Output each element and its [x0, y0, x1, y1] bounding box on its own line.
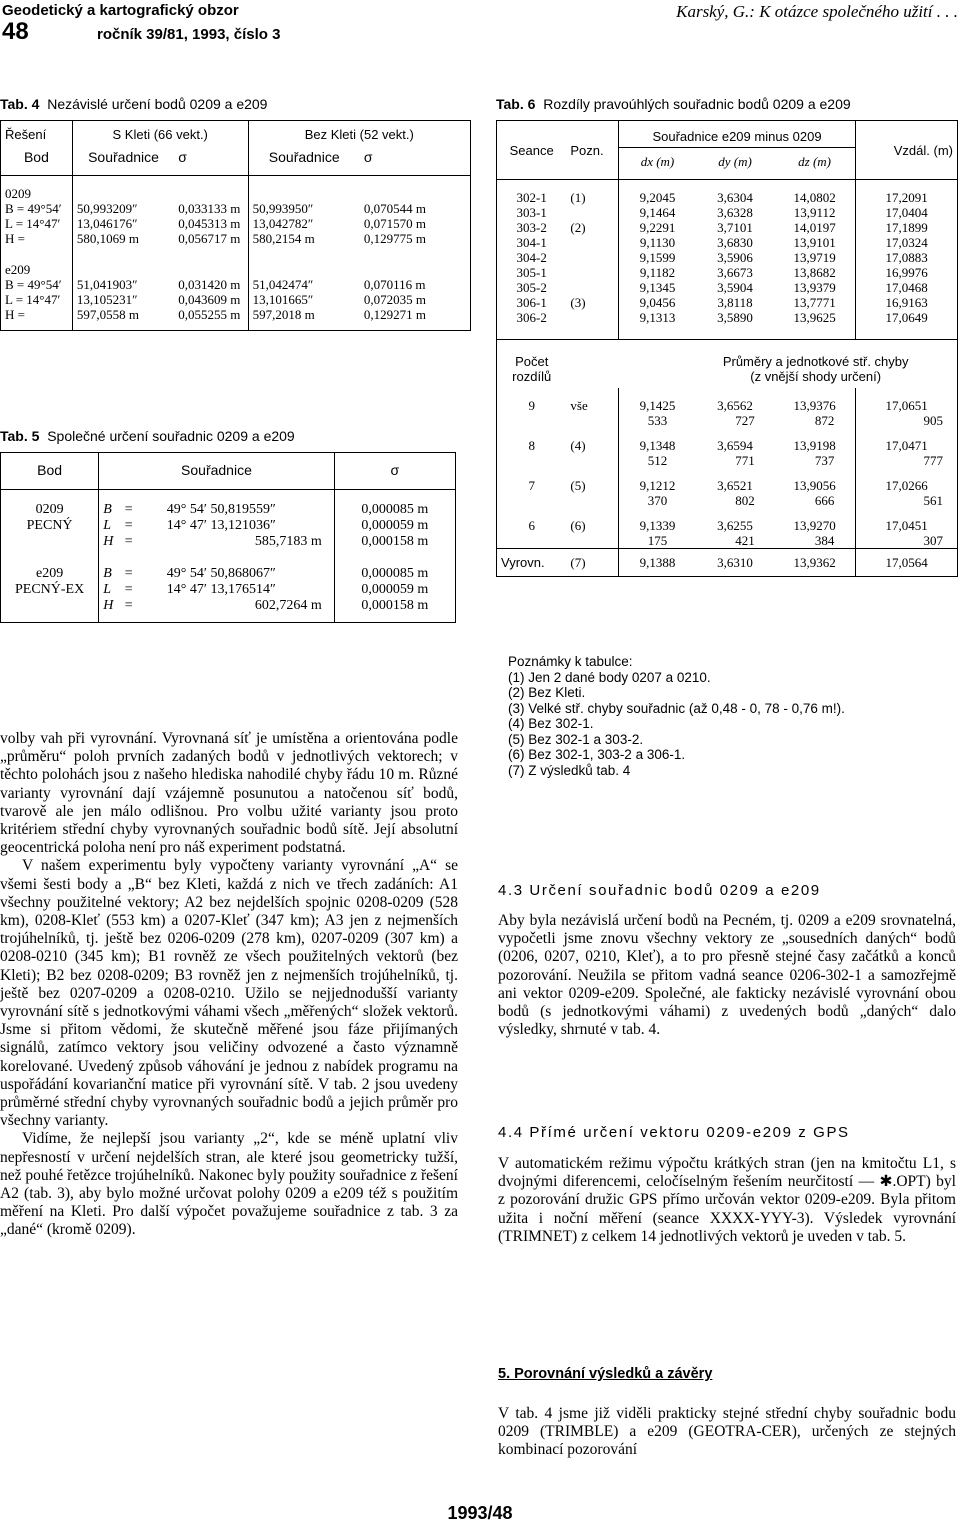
tab6-pocet: Vyrovn. — [501, 555, 545, 570]
section-4-3-title: 4.3 Určení souřadnic bodů 0209 a e209 — [498, 882, 821, 899]
tab5-eq: = — [124, 517, 133, 533]
tab6-h-dy: dy (m) — [718, 154, 752, 169]
tab6-pozn: (5) — [570, 478, 586, 493]
volume-info: ročník 39/81, 1993, číslo 3 — [97, 26, 281, 43]
tab5-caption-text: Společné určení souřadnic 0209 a e209 — [47, 428, 295, 444]
tab6-h-pocet-1: Počet — [515, 354, 549, 369]
tab4-row-label: H = — [5, 307, 25, 322]
tab4-cell: 0,071570 m — [363, 216, 426, 231]
tab4-caption-text: Nezávislé určení bodů 0209 a e209 — [47, 96, 268, 112]
tab6-dy: 3,6304 — [717, 190, 753, 205]
notes-title: Poznámky k tabulce: — [508, 654, 633, 669]
tab5-sig: 0,000085 m — [334, 566, 455, 582]
tab6-caption-text: Rozdíly pravoúhlých souřadnic bodů 0209 a e209 — [543, 96, 851, 112]
tab5-bod: 0209 — [35, 501, 64, 517]
tab6-seance: 305-2 — [516, 280, 547, 295]
tab5-row — [1, 566, 456, 582]
tab6-dy: 3,6521 — [717, 478, 753, 493]
note-item: (7) Z výsledků tab. 4 — [508, 762, 631, 778]
tab4-row — [1, 277, 471, 292]
tab6-dx-error: 175 — [618, 533, 696, 549]
tab6-seance: 302-1 — [516, 190, 547, 205]
tab4-h-bez-kleti: Bez Kleti (52 vekt.) — [248, 121, 470, 143]
tab6-avg-error-row — [497, 453, 958, 468]
tab6-vzdal: 17,0468 — [856, 280, 958, 295]
tab4-row-label: B = 49°54′ — [5, 277, 62, 292]
tab6-dy: 3,6830 — [717, 235, 753, 250]
tab5-sym: H — [99, 598, 121, 623]
tab4-row — [1, 307, 471, 331]
note-item: (5) Bez 302-1 a 303-2. — [508, 731, 644, 747]
tab6-dx: 9,1182 — [618, 265, 696, 280]
tab4-cell: 597,0558 m — [72, 307, 174, 331]
tab6-avg-row — [497, 428, 958, 453]
table-notes — [508, 654, 948, 778]
tab6-dy-error: 802 — [735, 493, 755, 508]
tab4-table — [0, 120, 471, 331]
tab4-h-souradnice-1: Souřadnice — [72, 142, 174, 176]
tab6-pozn: (7) — [570, 555, 586, 570]
tab6-vzdal: 17,0649 — [856, 310, 958, 340]
tab5-eq: = — [124, 597, 133, 613]
tab4-h-sigma-2: σ — [363, 149, 373, 165]
tab5-sig: 0,000085 m — [334, 502, 455, 518]
tab6-dy: 3,6255 — [717, 518, 753, 533]
tab4-cell: 0,129775 m — [363, 231, 426, 246]
tab6-h-seance: Seance — [509, 142, 554, 158]
tab5-h-sigma: σ — [334, 453, 455, 490]
tab6-dz: 13,9270 — [793, 518, 836, 533]
tab4-cell: 13,105231″ — [72, 292, 174, 307]
tab6-h-prumery-1: Průměry a jednotkové stř. chyby — [722, 354, 909, 369]
tab6-dz: 13,9362 — [793, 555, 836, 570]
tab6-seance: 303-2 — [516, 220, 547, 235]
tab5-val: 49° 54′ 50,868067″ — [166, 565, 276, 581]
tab6-row — [497, 250, 958, 265]
tab4-cell: 0,045313 m — [178, 216, 241, 231]
tab6-dz: 13,9376 — [793, 398, 836, 413]
tab6-row — [497, 235, 958, 250]
tab5-bod: PECNÝ-EX — [14, 581, 85, 597]
tab4-h-souradnice-2: Souřadnice — [248, 142, 360, 176]
tab6-dy: 3,7101 — [717, 220, 753, 235]
tab5-label: Tab. 5 — [0, 428, 40, 444]
tab6-row — [497, 220, 958, 235]
tab6-pozn: (6) — [570, 518, 586, 533]
tab5-caption — [0, 428, 295, 444]
paragraph: Vidíme, že nejlepší jsou varianty „2“, kde se méně uplatní vliv nepřesností v určení nejdelších stran, ale které jsou geometricky tužší, než pouhé řetězce trojúhelníků. Nakonec byly použity souřadnice z řešení A2 (tab. 3), aby bylo možné určovat polohy 0209 a e209 též s použitím měření na Kleti. Pro další výpočet považujeme souřadnice z tab. 3 za „dané“ (kromě 0209). — [0, 1130, 458, 1239]
tab4-cell: 13,042782″ — [248, 216, 360, 231]
tab4-cell: 13,101665″ — [248, 292, 360, 307]
tab5-row — [1, 582, 456, 598]
tab6-dx: 9,2291 — [618, 220, 696, 235]
tab6-row — [497, 310, 958, 340]
tab4-row-label: H = — [5, 231, 25, 246]
tab6-h-group: Souřadnice e209 minus 0209 — [618, 121, 855, 148]
tab6-pozn: (4) — [570, 438, 586, 453]
tab6-dx: 9,1345 — [618, 280, 696, 295]
tab6-dx: 9,1599 — [618, 250, 696, 265]
tab6-seance: 304-1 — [516, 235, 547, 250]
tab4-row-label: L = 14°47′ — [5, 216, 61, 231]
tab4-cell: 0,056717 m — [178, 231, 241, 246]
tab4-h-s-kleti: S Kleti (66 vekt.) — [72, 121, 248, 143]
tab6-dy: 3,6673 — [717, 265, 753, 280]
tab5-h-bod: Bod — [37, 462, 63, 478]
tab5-val: 14° 47′ 13,176514″ — [166, 581, 276, 597]
tab5-val: 602,7264 m — [254, 597, 322, 613]
note-item: (3) Velké stř. chyby souřadnic (až 0,48 - 0, 78 - 0,76 m!). — [508, 700, 845, 716]
body-left-column — [0, 730, 458, 1240]
tab6-h-dz: dz (m) — [798, 154, 832, 169]
note-item: (2) Bez Kleti. — [508, 685, 586, 700]
tab6-dz: 13,9112 — [793, 205, 836, 220]
tab6-pocet: 9 — [528, 398, 535, 413]
note-item: (4) Bez 302-1. — [508, 716, 594, 731]
tab6-vzdal-error: 777 — [856, 453, 958, 468]
tab6-dz: 13,8682 — [793, 265, 836, 280]
tab6-avg-error-row — [497, 413, 958, 428]
tab6-dy-error: 771 — [735, 453, 755, 468]
section-4-4-text: V automatickém režimu výpočtu krátkých stran (jen na kmitočtu L1, s dvojnými diferencemi, celočíselným řešením neurčitostí — ✱.OPT) byl z pozorování družic GPS přímo určován vektor 0209-e209. Byla přitom užita i noční měření (seance XXXX-YYY-3). Výsledek vyrovnání (TRIMNET) z celkem 14 jednotlivých vektorů je uveden v tab. 5. — [498, 1155, 956, 1245]
tab6-dx: 9,2045 — [618, 180, 696, 206]
tab6-seance: 305-1 — [516, 265, 547, 280]
tab4-h-sigma-1: σ — [178, 149, 187, 165]
section-4-3-text: Aby byla nezávislá určení bodů na Pecném, tj. 0209 a e209 srovnatelná, vypočetli jsme znovu všechny vektory ze „sousedních daných“ bodů (0206, 0207, 0210, Kleť), a to pro přesně stejné časy začátků a konců pozorování. Neužila se přitom vadná seance 0206-302-1 a samozřejmě ani vektor 0209-e209. Společné, ale fakticky nezávislé vyrovnání obou bodů (s jednotkovými váhami) z uvedených bodů „daných“ dalo výsledky, shrnuté v tab. 4. — [498, 912, 956, 1039]
tab6-dy-error: 421 — [735, 533, 755, 548]
tab5-sig: 0,000158 m — [334, 598, 455, 623]
tab6-pozn: (3) — [570, 295, 586, 310]
tab6-row — [497, 180, 958, 206]
section-4-4-title: 4.4 Přímé určení vektoru 0209-e209 z GPS — [498, 1124, 850, 1141]
tab6-dx: 9,1425 — [618, 388, 696, 413]
tab4-cell: 0,031420 m — [178, 277, 241, 292]
tab6-vzdal: 17,0883 — [856, 250, 958, 265]
tab4-h-reseni: Řešení — [5, 127, 47, 142]
tab6-dx: 9,1464 — [618, 205, 696, 220]
section-5-text: V tab. 4 jsme již viděli prakticky stejné střední chyby souřadnic bodu 0209 (TRIMBLE) a e209 (GEOTRA-CER), určených ze stejných kombinací pozorování — [498, 1405, 956, 1459]
page-number: 48 — [2, 18, 29, 45]
tab6-label: Tab. 6 — [496, 96, 536, 112]
tab6-vzdal: 17,1899 — [856, 220, 958, 235]
tab6-vzdal: 16,9976 — [856, 265, 958, 280]
tab4-cell: 0,043609 m — [178, 292, 241, 307]
tab6-vzdal: 17,0651 — [856, 388, 958, 413]
running-title: Karský, G.: K otázce společného užití . . . — [676, 2, 958, 21]
tab6-dx-error: 533 — [618, 413, 696, 428]
tab6-pocet: 7 — [528, 478, 535, 493]
tab6-vzdal-error: 307 — [856, 533, 958, 549]
tab6-avg-row — [497, 508, 958, 533]
tab5-sym: H — [99, 534, 121, 550]
tab4-row-label: L = 14°47′ — [5, 292, 61, 307]
section-5-title: 5. Porovnání výsledků a závěry — [498, 1366, 713, 1382]
tab4-cell: 0,129271 m — [363, 307, 426, 322]
tab6-dz-error: 872 — [814, 413, 835, 428]
tab5-bod: PECNÝ — [26, 517, 73, 533]
tab4-cell: 0,072035 m — [363, 292, 426, 307]
tab6-dz: 13,9719 — [793, 250, 836, 265]
tab4-cell: 51,041903″ — [72, 277, 174, 292]
tab6-row — [497, 265, 958, 280]
tab4-bod: 0209 — [5, 186, 31, 201]
tab6-dz-error: 666 — [814, 493, 835, 508]
tab5-eq: = — [124, 501, 133, 517]
tab6-seance: 306-2 — [516, 310, 547, 325]
tab6-h-dx: dx (m) — [618, 148, 696, 180]
tab6-dy: 3,6310 — [717, 555, 753, 570]
tab6-dy-error: 727 — [735, 413, 755, 428]
tab6-dx: 9,1130 — [618, 235, 696, 250]
tab4-cell: 0,070116 m — [363, 277, 426, 292]
tab6-vzdal: 17,0451 — [856, 508, 958, 533]
tab4-cell: 0,033133 m — [178, 201, 241, 216]
tab4-label: Tab. 4 — [0, 96, 40, 112]
tab6-row — [497, 295, 958, 310]
tab6-dy: 3,5890 — [717, 310, 753, 325]
tab6-vzdal: 16,9163 — [856, 295, 958, 310]
tab6-h-prumery-2: (z vnější shody určení) — [750, 369, 882, 384]
tab6-dy: 3,8118 — [717, 295, 753, 310]
tab6-dz: 13,9625 — [793, 310, 836, 325]
tab6-dz-error: 737 — [814, 453, 835, 468]
tab6-seance: 306-1 — [516, 295, 547, 310]
tab5-sym: B — [99, 566, 121, 582]
tab6-pozn: (1) — [570, 190, 586, 205]
tab5-row — [1, 534, 456, 550]
tab6-dx: 9,1348 — [618, 428, 696, 453]
tab4-row — [1, 201, 471, 216]
tab4-cell: 597,2018 m — [248, 307, 360, 331]
tab4-row — [1, 216, 471, 231]
tab6-h-pozn: Pozn. — [570, 142, 604, 158]
tab6-vzdal: 17,0404 — [856, 205, 958, 220]
tab6-row — [497, 280, 958, 295]
tab6-pozn — [566, 235, 618, 250]
tab4-cell: 0,055255 m — [178, 307, 241, 322]
tab4-cell: 580,2154 m — [248, 231, 360, 246]
note-item: (1) Jen 2 dané body 0207 a 0210. — [508, 669, 711, 685]
tab6-dz: 13,9101 — [793, 235, 836, 250]
tab6-row — [497, 205, 958, 220]
tab6-vzdal: 17,0324 — [856, 235, 958, 250]
tab6-h-prumery — [618, 340, 957, 389]
tab5-sig: 0,000059 m — [334, 518, 455, 534]
tab4-h-bod: Bod — [23, 149, 49, 165]
tab6-dz: 13,9379 — [793, 280, 836, 295]
tab4-row-label: B = 49°54′ — [5, 201, 62, 216]
journal-title: Geodetický a kartografický obzor — [2, 2, 239, 19]
tab6-caption — [496, 96, 851, 112]
tab6-dz: 13,9198 — [793, 438, 836, 453]
tab5-bod: e209 — [35, 565, 64, 581]
tab5-eq: = — [124, 565, 133, 581]
tab6-dy: 3,6328 — [717, 205, 753, 220]
tab6-dz: 13,9056 — [793, 478, 836, 493]
tab6-dx-error: 370 — [618, 493, 696, 508]
tab6-dz: 13,7771 — [793, 295, 836, 310]
tab6-avg-error-row — [497, 493, 958, 508]
tab6-avg-error-row — [497, 533, 958, 549]
tab6-vzdal: 17,0471 — [856, 428, 958, 453]
tab5-val: 14° 47′ 13,121036″ — [166, 517, 276, 533]
tab6-pozn: vše — [570, 398, 588, 413]
tab6-dz: 14,0802 — [793, 190, 836, 205]
tab6-pozn — [566, 250, 618, 265]
tab5-sym: B — [99, 502, 121, 518]
tab5-row — [1, 502, 456, 518]
tab4-cell: 50,993209″ — [72, 201, 174, 216]
tab5-sym: L — [99, 518, 121, 534]
tab6-pozn — [566, 205, 618, 220]
journal-header — [2, 2, 462, 45]
tab6-dx: 9,1313 — [618, 310, 696, 340]
tab6-h-vzdal: Vzdál. (m) — [856, 121, 958, 180]
tab4-cell: 51,042474″ — [248, 277, 360, 292]
tab6-dz: 14,0197 — [793, 220, 836, 235]
tab6-pozn: (2) — [570, 220, 586, 235]
tab6-h-pocet — [497, 340, 567, 389]
tab6-dx: 9,1212 — [618, 468, 696, 493]
tab6-seance: 304-2 — [516, 250, 547, 265]
paragraph: volby vah při vyrovnání. Vyrovnaná síť je umístěna a orientována podle „průměru“ poloh prvních zadaných bodů v jednotlivých vektorech; v těchto polohách jsou z našeho hlediska nahodilé chyby řádu 10 m. Různé varianty vyrovnání dají vzájemně posunutou a natočenou síť bodů, tvarově ale jen málo odlišnou. Pro volbu užité varianty jsou proto kritériem střední chyby vyrovnaných souřadnic bodů sítě. Její absolutní geocentrická poloha není pro náš experiment podstatná. — [0, 730, 458, 857]
tab5-eq: = — [124, 533, 133, 549]
tab4-cell: 13,046176″ — [72, 216, 174, 231]
tab5-row — [1, 598, 456, 623]
tab6-dy: 3,6594 — [717, 438, 753, 453]
tab6-vzdal: 17,0266 — [856, 468, 958, 493]
page-footer: 1993/48 — [447, 1503, 513, 1523]
tab4-cell: 0,070544 m — [363, 201, 426, 216]
tab6-pozn — [566, 310, 618, 340]
tab4-bod: e209 — [5, 262, 31, 277]
tab5-eq: = — [124, 581, 133, 597]
tab6-seance: 303-1 — [516, 205, 547, 220]
tab6-table — [496, 120, 958, 577]
tab6-dx: 9,1388 — [618, 549, 696, 577]
tab6-pocet: 8 — [528, 438, 535, 453]
tab6-h-pocet-2: rozdílů — [512, 369, 552, 384]
tab6-dy: 3,5906 — [717, 250, 753, 265]
tab4-row — [1, 231, 471, 246]
tab5-row — [1, 518, 456, 534]
tab6-dx: 9,0456 — [618, 295, 696, 310]
tab6-dz-error: 384 — [814, 533, 835, 548]
tab6-avg-row — [497, 468, 958, 493]
tab6-vyrovn-row — [497, 549, 958, 577]
tab4-cell: 580,1069 m — [72, 231, 174, 246]
tab6-pozn — [566, 280, 618, 295]
note-item: (6) Bez 302-1, 303-2 a 306-1. — [508, 747, 686, 762]
tab5-h-souradnice: Souřadnice — [99, 453, 335, 490]
tab6-vzdal: 17,0564 — [856, 549, 958, 577]
tab6-vzdal: 17,2091 — [856, 180, 958, 206]
tab4-cell: 50,993950″ — [248, 201, 360, 216]
tab6-vzdal-error: 561 — [856, 493, 958, 508]
tab6-dx: 9,1339 — [618, 508, 696, 533]
tab6-dx-error: 512 — [618, 453, 696, 468]
tab6-pocet: 6 — [528, 518, 535, 533]
tab5-val: 585,7183 m — [254, 533, 322, 549]
tab6-avg-row — [497, 388, 958, 413]
tab6-pozn — [566, 265, 618, 280]
tab5-sym: L — [99, 582, 121, 598]
paragraph: V našem experimentu byly vypočteny varianty vyrovnání „A“ se všemi šesti body a „B“ bez Kleti, každá z nich ve třech zadáních: A1 všechny použitelné vektory; A2 bez nejdelších spojnic 0208-0209 (528 km), 0208-Kleť (553 km) a 0207-Kleť (347 km); A3 jen z nejmenších trojúhelníků, tj. ještě bez 0206-0209 (278 km), 0207-0209 (307 km) a 0208-0210 (345 km); B1 rovněž ze všech použitelných vektorů (bez Kleti); B2 bez 0208-0209; B3 rovněž jen z nejmenších trojúhelníků, tj. ještě bez 0207-0209 a 0208-0210. Užilo se nejjednodušší varianty vyrovnání sítě s jednotkovými váhami všech „měřených“ složek vektorů. Jsme si přitom vědomi, že skutečně měřené jsou fáze přijímaných signálů, zatímco vektory jsou veličiny odvozené a často významně korelované. Uvedený způsob váhování je jednou z nabídek programu na uspořádání kovarianční matice při vyrovnání sítě. V tab. 2 jsou uvedeny průměrné střední chyby vyrovnaných souřadnic bodů a jejich průměr pro všechny varianty. — [0, 857, 458, 1130]
tab4-row — [1, 292, 471, 307]
tab6-dy: 3,5904 — [717, 280, 753, 295]
tab4-caption — [0, 96, 267, 112]
tab5-sig: 0,000158 m — [334, 534, 455, 550]
tab5-table — [0, 452, 456, 623]
tab5-sig: 0,000059 m — [334, 582, 455, 598]
tab6-vzdal-error: 905 — [856, 413, 958, 428]
tab6-dy: 3,6562 — [717, 398, 753, 413]
tab5-val: 49° 54′ 50,819559″ — [166, 501, 276, 517]
